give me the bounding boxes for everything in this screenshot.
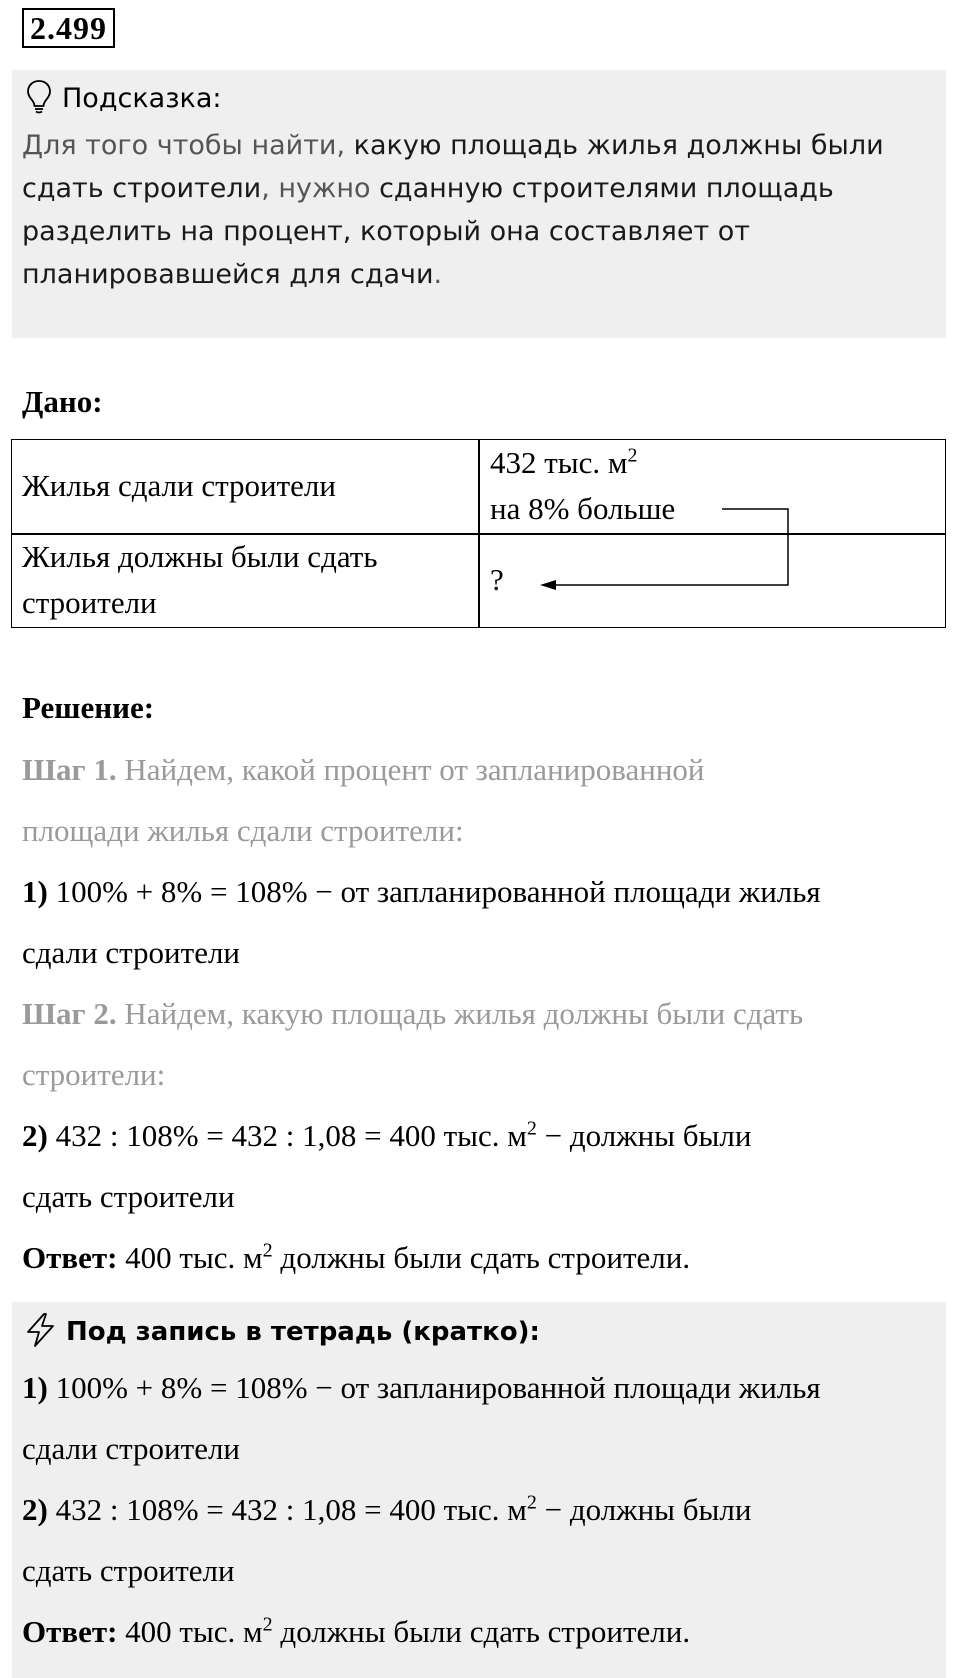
hint-header: [24, 78, 222, 118]
notes-calc1-line1: [22, 1370, 821, 1406]
notes-answer-text: 400 тыс. м: [117, 1614, 263, 1649]
hint-text-part: Для того чтобы найти,: [22, 130, 354, 161]
superscript: 2: [262, 1613, 273, 1636]
hint-text-part: сдать строители: [22, 173, 262, 204]
given-table: [11, 439, 946, 628]
given-row2-label-line1: Жилья должны были сдать: [22, 539, 378, 574]
step2-title: Шаг 2.: [22, 996, 117, 1031]
calc1-text: 100% + 8% = 108% − от запланированной площади жилья: [47, 874, 821, 909]
hint-text-part: .: [433, 259, 443, 290]
notes-calc2-number: 2): [22, 1492, 48, 1527]
given-row2-label-line2: строители: [22, 585, 157, 620]
hint-text: [22, 124, 932, 296]
notes-calc2-text: 432 : 108% = 432 : 1,08 = 400 тыс. м: [47, 1492, 527, 1527]
notes-calc1-text: 100% + 8% = 108% − от запланированной площади жилья: [47, 1370, 821, 1405]
step1-line1: [22, 752, 705, 788]
answer-text: 400 тыс. м: [117, 1240, 263, 1275]
given-row2-value: ?: [490, 562, 504, 597]
given-row1-value-line2: на 8% больше: [490, 491, 676, 526]
calc1-line1: [22, 874, 821, 910]
notes-answer-line: [22, 1614, 690, 1650]
step1-title: Шаг 1.: [22, 752, 117, 787]
hint-text-part: сданную строителями площадь: [379, 173, 834, 204]
notes-calc1-number: 1): [22, 1370, 48, 1405]
calc2-line1: [22, 1118, 751, 1154]
calc1-line2: сдали строители: [22, 935, 241, 970]
notes-calc2-text-end: − должны были: [536, 1492, 752, 1527]
calc2-line2: сдать строители: [22, 1179, 235, 1214]
step2-line2: строители:: [22, 1057, 166, 1092]
superscript: 2: [627, 444, 638, 467]
hint-title: Подсказка:: [62, 82, 222, 114]
given-row1-value-line1: 432 тыс. м: [490, 445, 628, 480]
notes-calc2-line1: [22, 1492, 751, 1528]
calc1-number: 1): [22, 874, 48, 909]
answer-line: [22, 1240, 690, 1276]
step1-line2: площади жилья сдали строители:: [22, 813, 464, 848]
hint-text-part: планировавшейся для сдачи: [22, 259, 434, 290]
notes-calc2-line2: сдать строители: [22, 1553, 235, 1588]
relation-arrow-icon: [12, 440, 947, 629]
notes-calc1-line2: сдали строители: [22, 1431, 241, 1466]
superscript: 2: [262, 1239, 273, 1262]
hint-text-part: , нужно: [261, 173, 380, 204]
hint-text-part: какую площадь жилья должны были: [353, 130, 884, 161]
superscript: 2: [526, 1117, 537, 1140]
calc2-text-end: − должны были: [536, 1118, 752, 1153]
notes-header: [24, 1310, 540, 1354]
lightning-icon: [24, 1312, 66, 1353]
notes-answer-label: Ответ:: [22, 1614, 118, 1649]
step2-text: Найдем, какую площадь жилья должны были сдать: [116, 996, 804, 1031]
hint-text-part: разделить на процент, который она составляет от: [22, 216, 750, 247]
notes-title: Под запись в тетрадь (кратко):: [66, 1317, 540, 1347]
solution-label: Решение:: [22, 690, 155, 725]
notes-answer-text-end: должны были сдать строители.: [272, 1614, 691, 1649]
answer-text-end: должны были сдать строители.: [272, 1240, 691, 1275]
superscript: 2: [526, 1491, 537, 1514]
answer-label: Ответ:: [22, 1240, 118, 1275]
given-row1-label: Жилья сдали строители: [22, 468, 336, 503]
notes-box: [12, 1302, 946, 1678]
task-number: 2.499: [22, 8, 115, 48]
calc2-number: 2): [22, 1118, 48, 1153]
calc2-text: 432 : 108% = 432 : 1,08 = 400 тыс. м: [47, 1118, 527, 1153]
hint-box: [12, 70, 946, 338]
lightbulb-icon: [24, 78, 62, 119]
given-label: Дано:: [22, 384, 103, 419]
step2-line1: [22, 996, 803, 1032]
step1-text: Найдем, какой процент от запланированной: [116, 752, 705, 787]
